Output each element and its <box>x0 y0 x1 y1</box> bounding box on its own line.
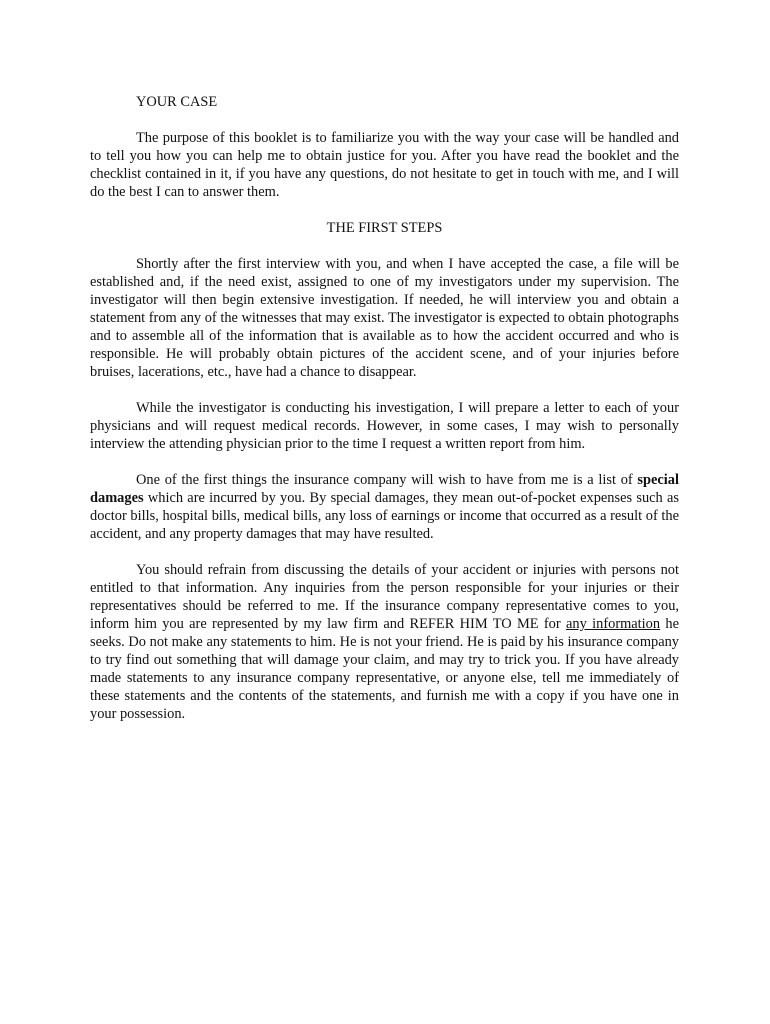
physicians-paragraph: While the investigator is conducting his investigation, I will prepare a letter to each of your physicians and will request medical records. However, in some cases, I may wish to personally interview the attending physician prior to the time I request a written report from him. <box>90 400 679 452</box>
refrain-text-start: You should refrain from discussing the details of your accident or injuries with persons not entitled to that information. Any inquiries from the person responsible for your injuries or their representatives should be referred to me. If the insurance company representative comes to you, inform him you are represented by my law firm and REFER HIM TO ME for <box>90 562 679 632</box>
refrain-text-end: he seeks. Do not make any statements to him. He is not your friend. He is paid by his insurance company to try find out something that will damage your claim, and may try to trick you. If you have already made statements to any insurance company representative, or anyone else, tell me immediately of these statements and the contents of the statements, and furnish me with a copy if you have one in your possession. <box>90 616 679 722</box>
heading-first-steps: THE FIRST STEPS <box>326 220 443 236</box>
special-damages-term: special damages <box>90 472 679 506</box>
refrain-paragraph <box>90 561 679 723</box>
interview-paragraph: Shortly after the first interview with you, and when I have accepted the case, a file will be established and, if the need exist, assigned to one of my investigators under my supervision. The investigator will then begin extensive investigation. If needed, he will interview you and obtain a statement from any of the witnesses that may exist. The investigator is expected to obtain photographs and to assemble all of the information that is available as to how the accident occurred and who is responsible. He will probably obtain pictures of the accident scene, and of your injuries before bruises, lacerations, etc., have had a chance to disappear. <box>90 256 679 380</box>
intro-paragraph: The purpose of this booklet is to familiarize you with the way your case will be handled and to tell you how you can help me to obtain justice for you. After you have read the booklet and the checklist contained in it, if you have any questions, do not hesitate to get in touch with me, and I will do the best I can to answer them. <box>90 130 679 200</box>
spacer <box>90 381 679 399</box>
spacer <box>90 201 679 219</box>
damages-text-start: One of the first things the insurance company will wish to have from me is a list of <box>136 472 638 488</box>
special-damages-paragraph <box>90 471 679 543</box>
any-information-underlined: any information <box>566 616 661 632</box>
spacer <box>90 111 679 129</box>
spacer <box>90 453 679 471</box>
spacer <box>90 543 679 561</box>
spacer <box>90 237 679 255</box>
document-page <box>90 93 679 723</box>
heading-your-case: YOUR CASE <box>136 94 218 110</box>
damages-text-end: which are incurred by you. By special damages, they mean out-of-pocket expenses such as doctor bills, hospital bills, medical bills, any loss of earnings or income that occurred as a result of the accident, and any property damages that may have resulted. <box>90 490 679 542</box>
